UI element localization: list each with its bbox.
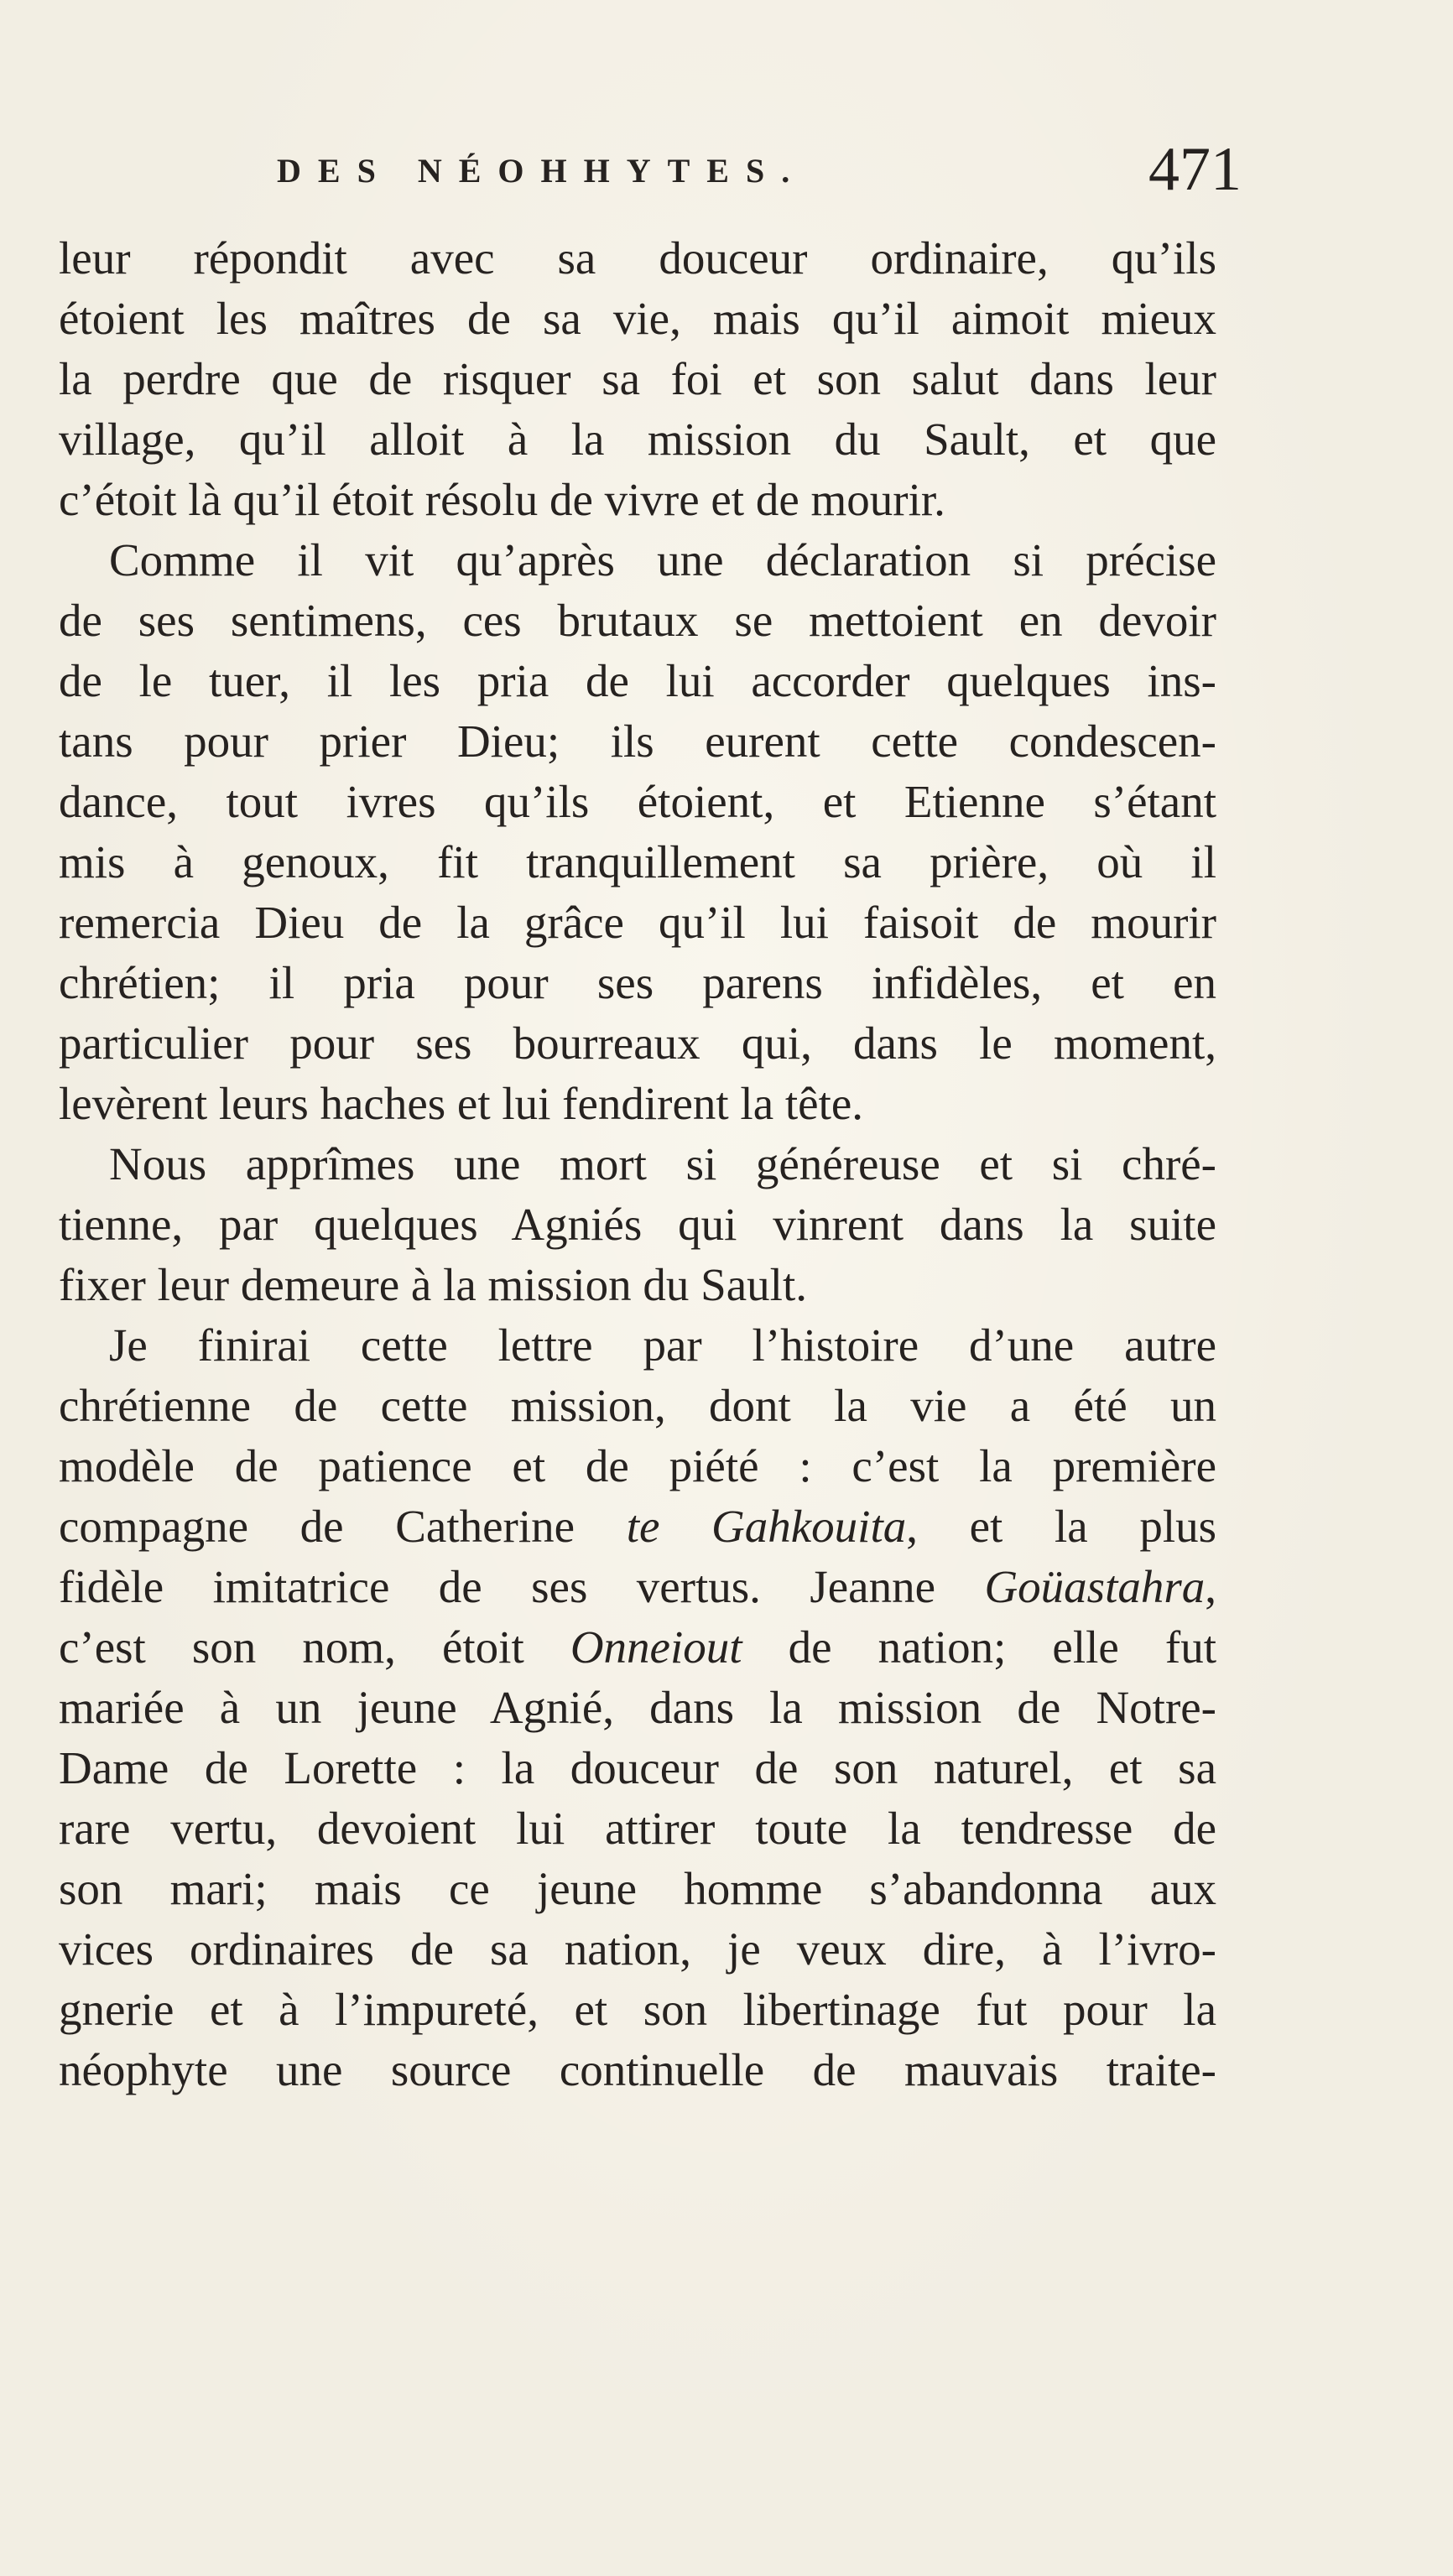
text-line: la perdre que de risquer sa foi et son salut dans leur — [59, 353, 1216, 404]
text-line: levèrent leurs haches et lui fendirent la tête. — [59, 1078, 864, 1129]
text-line-with-italic — [59, 1496, 1216, 1557]
text-line: c’étoit là qu’il étoit résolu de vivre et de mourir. — [59, 474, 945, 525]
text-line: leur répondit avec sa douceur ordinaire, qu’ils — [59, 232, 1216, 284]
text-line: particulier pour ses bourreaux qui, dans le moment, — [59, 1017, 1216, 1069]
text-line: vices ordinaires de sa nation, je veux dire, à l’ivro- — [59, 1923, 1216, 1975]
text-span: , et la plus — [906, 1501, 1217, 1552]
text-line: néophyte une source continuelle de mauvais traite- — [59, 2044, 1216, 2095]
paragraph-start-line: Nous apprîmes une mort si généreuse et si chré- — [109, 1138, 1216, 1189]
text-span: de nation; elle fut — [788, 1621, 1216, 1673]
text-span: c’est son nom, étoit — [59, 1621, 524, 1673]
body-text — [59, 228, 1216, 2100]
text-line: rare vertu, devoient lui attirer toute la tendresse de — [59, 1803, 1216, 1854]
text-line: remercia Dieu de la grâce qu’il lui faisoit de mourir — [59, 897, 1216, 948]
text-line-with-italic — [59, 1617, 1216, 1678]
text-line: fixer leur demeure à la mission du Sault. — [59, 1259, 807, 1310]
text-line: gnerie et à l’impureté, et son libertinage fut pour la — [59, 1984, 1216, 2035]
text-line: tienne, par quelques Agniés qui vinrent dans la suite — [59, 1199, 1216, 1250]
text-line: mis à genoux, fit tranquillement sa prière, où il — [59, 836, 1216, 887]
text-line: village, qu’il alloit à la mission du Sault, et que — [59, 414, 1216, 465]
text-span: fidèle imitatrice de ses vertus. Jeanne — [59, 1561, 936, 1612]
text-line: de le tuer, il les pria de lui accorder quelques ins- — [59, 655, 1216, 706]
text-line: Dame de Lorette : la douceur de son naturel, et sa — [59, 1742, 1216, 1793]
text-line-with-italic — [59, 1557, 1216, 1617]
text-line: modèle de patience et de piété : c’est la première — [59, 1440, 1216, 1491]
italic-name: Onneiout — [570, 1621, 742, 1673]
text-line: chrétien; il pria pour ses parens infidèles, et en — [59, 957, 1216, 1008]
text-line: étoient les maîtres de sa vie, mais qu’il aimoit mieux — [59, 293, 1216, 344]
text-line: son mari; mais ce jeune homme s’abandonna aux — [59, 1863, 1216, 1914]
text-span: , — [1205, 1561, 1217, 1612]
paragraph-start-line: Je finirai cette lettre par l’histoire d’une autre — [109, 1319, 1216, 1371]
paragraph-start-line: Comme il vit qu’après une déclaration si précise — [109, 534, 1216, 585]
text-line: chrétienne de cette mission, dont la vie a été un — [59, 1380, 1216, 1431]
italic-name: te Gahkouita — [626, 1501, 907, 1552]
italic-name: Goüastahra — [984, 1561, 1206, 1612]
page-header — [277, 134, 1242, 204]
text-line: dance, tout ivres qu’ils étoient, et Etienne s’étant — [59, 776, 1216, 827]
running-title: DES NÉOHHYTES. — [277, 152, 807, 190]
text-line: de ses sentimens, ces brutaux se mettoient en devoir — [59, 595, 1216, 646]
text-span: compagne de Catherine — [59, 1501, 575, 1552]
text-line: tans pour prier Dieu; ils eurent cette condescen- — [59, 716, 1216, 767]
page-number: 471 — [1148, 135, 1242, 204]
text-line: mariée à un jeune Agnié, dans la mission de Notre- — [59, 1682, 1216, 1733]
